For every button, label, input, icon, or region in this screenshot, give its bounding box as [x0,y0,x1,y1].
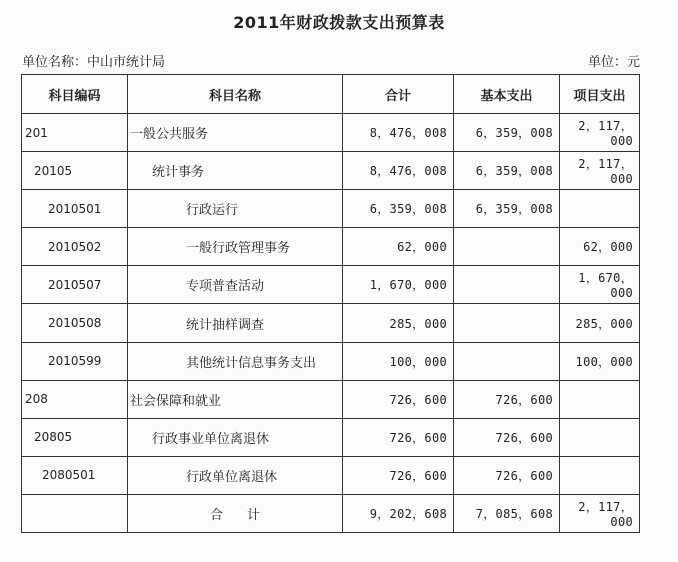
header-total: 合计 [343,75,454,114]
row-project [560,190,640,228]
row-name: 一般行政管理事务 [128,228,343,266]
row-total: 726，600 [343,380,454,418]
header-basic: 基本支出 [454,75,560,114]
row-project [560,418,640,456]
table-row [22,342,640,380]
row-basic: 726，600 [454,418,560,456]
row-name: 统计事务 [128,152,343,190]
table-row [22,190,640,228]
row-total: 8，476，008 [343,152,454,190]
row-name: 其他统计信息事务支出 [128,342,343,380]
row-project: 1，670，000 [560,266,640,304]
table-row [22,114,640,152]
row-total: 8，476，008 [343,114,454,152]
row-project: 285，000 [560,304,640,342]
row-basic: 6，359，008 [454,152,560,190]
row-basic: 726，600 [454,456,560,494]
row-name: 行政事业单位离退休 [128,418,343,456]
row-project: 100，000 [560,342,640,380]
row-code: 2080501 [22,456,128,494]
budget-table [21,74,640,533]
row-code: 20805 [22,418,128,456]
row-code: 2010502 [22,228,128,266]
row-total: 62，000 [343,228,454,266]
row-code: 2010508 [22,304,128,342]
table-row [22,304,640,342]
page-title: 2011年财政拨款支出预算表 [233,13,445,32]
total-project: 2，117，000 [560,494,640,532]
total-label: 合计 [128,494,343,532]
row-project: 62，000 [560,228,640,266]
unit-name-label: 单位名称：中山市统计局 [22,55,166,70]
total-code-cell [22,494,128,532]
total-row [22,494,640,532]
currency-unit-label: 单位：元 [587,55,640,70]
table-row [22,266,640,304]
row-name: 行政运行 [128,190,343,228]
table-row [22,418,640,456]
row-code: 2010507 [22,266,128,304]
row-basic: 726，600 [454,380,560,418]
row-name: 专项普查活动 [128,266,343,304]
row-code: 208 [22,380,128,418]
row-basic [454,342,560,380]
row-basic [454,266,560,304]
row-project: 2，117，000 [560,152,640,190]
total-sum: 9，202，608 [343,494,454,532]
row-total: 726，600 [343,418,454,456]
row-name: 社会保障和就业 [128,380,343,418]
table-row [22,152,640,190]
total-basic: 7，085，608 [454,494,560,532]
row-name: 统计抽样调查 [128,304,343,342]
row-total: 6，359，008 [343,190,454,228]
row-basic: 6，359，008 [454,114,560,152]
row-total: 285，000 [343,304,454,342]
table-row [22,456,640,494]
header-project: 项目支出 [560,75,640,114]
row-name: 一般公共服务 [128,114,343,152]
row-basic: 6，359，008 [454,190,560,228]
row-project: 2，117，000 [560,114,640,152]
row-total: 1，670，000 [343,266,454,304]
row-project [560,456,640,494]
table-row [22,380,640,418]
table-header-row [22,75,640,114]
header-name: 科目名称 [128,75,343,114]
row-project [560,380,640,418]
header-code: 科目编码 [22,75,128,114]
row-basic [454,304,560,342]
row-code: 2010599 [22,342,128,380]
row-code: 2010501 [22,190,128,228]
row-name: 行政单位离退休 [128,456,343,494]
table-row [22,228,640,266]
row-total: 726，600 [343,456,454,494]
row-basic [454,228,560,266]
row-total: 100，000 [343,342,454,380]
row-code: 201 [22,114,128,152]
row-code: 20105 [22,152,128,190]
